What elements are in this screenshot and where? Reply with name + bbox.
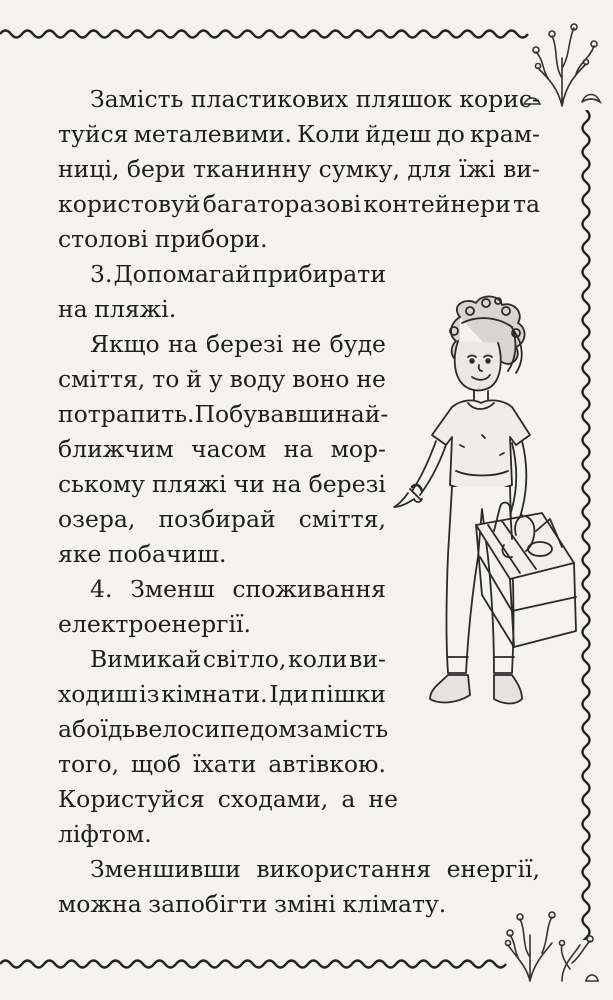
text-word: світло,: [202, 645, 287, 673]
text-word: побачиш.: [108, 540, 227, 568]
text-word: позбирай: [158, 505, 276, 533]
text-word: електроенергії.: [58, 610, 251, 638]
text-word: а: [341, 785, 356, 813]
text-line: [58, 220, 274, 258]
text-line: [90, 325, 386, 363]
text-word: озера,: [58, 505, 136, 533]
text-word: для: [407, 155, 452, 183]
text-line: [90, 255, 386, 293]
text-word: на: [168, 330, 198, 358]
text-word: Вимикай: [90, 645, 202, 673]
text-word: столові: [58, 225, 149, 253]
text-word: їдь: [100, 715, 136, 743]
text-word: потрапить.: [58, 400, 195, 428]
text-line: [58, 885, 453, 923]
text-word: то: [152, 365, 180, 393]
text-line: [58, 745, 386, 783]
coral-icon: [500, 905, 600, 985]
text-word: можна: [58, 890, 142, 918]
text-word: Коли: [297, 120, 361, 148]
text-word: пляжі.: [94, 295, 177, 323]
text-word: тканинну: [193, 155, 312, 183]
text-word: прибирати: [252, 260, 386, 288]
text-word: та: [512, 190, 540, 218]
text-word: замість: [296, 715, 389, 743]
text-word: пластикових: [190, 85, 349, 113]
text-word: прибори.: [154, 225, 268, 253]
text-word: Користуйся: [58, 785, 205, 813]
text-word: крам-: [469, 120, 540, 148]
text-word: ліфтом.: [58, 820, 152, 848]
text-word: й: [186, 365, 202, 393]
text-word: запобігти: [148, 890, 268, 918]
text-word: Замість: [90, 85, 184, 113]
text-word: корис-: [459, 85, 540, 113]
text-word: зміні: [274, 890, 336, 918]
text-word: користовуй: [58, 190, 201, 218]
text-word: на: [271, 470, 302, 498]
text-word: мор-: [330, 435, 386, 463]
text-line: [58, 395, 389, 433]
text-line: [90, 570, 386, 608]
text-word: енергії,: [446, 855, 540, 883]
text-line: [58, 430, 386, 468]
text-word: того,: [58, 750, 120, 778]
text-line: [58, 185, 540, 223]
text-line: [58, 465, 386, 503]
text-word: не: [291, 330, 322, 358]
text-word: у: [208, 365, 223, 393]
text-word: споживання: [232, 575, 386, 603]
text-word: не: [356, 365, 386, 393]
text-line: [58, 150, 540, 188]
text-word: 3.: [90, 260, 113, 288]
text-word: не: [368, 785, 398, 813]
text-word: велосипедом: [135, 715, 297, 743]
text-word: сміття,: [58, 365, 146, 393]
text-line: [58, 500, 386, 538]
text-word: або: [58, 715, 101, 743]
text-word: ходиш: [58, 680, 138, 708]
text-word: щоб: [130, 750, 182, 778]
text-word: Зменш: [130, 575, 215, 603]
text-word: сумку,: [318, 155, 400, 183]
text-line: [58, 115, 540, 153]
text-word: Зменшивши: [90, 855, 241, 883]
text-word: Якщо: [90, 330, 160, 358]
text-line: [58, 535, 233, 573]
text-word: їжі: [459, 155, 496, 183]
text-word: часом: [191, 435, 267, 463]
text-word: йдеш: [365, 120, 432, 148]
text-word: контейнери: [363, 190, 511, 218]
text-word: березі: [308, 470, 386, 498]
text-line: [58, 675, 386, 713]
text-line: [90, 640, 386, 678]
text-word: воно: [292, 365, 350, 393]
text-line: [58, 710, 389, 748]
text-word: металевими.: [133, 120, 292, 148]
text-word: ниці,: [58, 155, 120, 183]
text-word: автівкою.: [268, 750, 386, 778]
text-word: Побувавши: [194, 400, 336, 428]
text-word: бери: [126, 155, 186, 183]
text-word: сходами,: [217, 785, 329, 813]
text-word: ви-: [349, 645, 386, 673]
text-word: ському: [58, 470, 145, 498]
girl-carrying-crate-illustration: [390, 295, 585, 720]
text-word: коли: [288, 645, 348, 673]
text-word: березі: [206, 330, 284, 358]
text-word: використання: [256, 855, 432, 883]
text-word: Іди: [269, 680, 309, 708]
text-line: [58, 360, 386, 398]
text-word: ви-: [503, 155, 540, 183]
text-word: пішки: [310, 680, 386, 708]
text-word: 4.: [90, 575, 113, 603]
text-line: [58, 605, 258, 643]
text-word: до: [436, 120, 465, 148]
text-word: клімату.: [342, 890, 447, 918]
text-line: [90, 850, 540, 888]
text-word: їхати: [192, 750, 257, 778]
text-word: Допомагай: [113, 260, 251, 288]
text-word: пляшок: [355, 85, 452, 113]
text-word: сміття,: [298, 505, 386, 533]
text-word: пляжі: [151, 470, 227, 498]
text-line: [58, 780, 398, 818]
text-word: на: [283, 435, 314, 463]
text-word: буде: [329, 330, 386, 358]
text-word: на: [58, 295, 88, 323]
text-line: [58, 815, 158, 853]
text-word: воду: [229, 365, 286, 393]
text-word: туйся: [58, 120, 129, 148]
text-word: най-: [335, 400, 389, 428]
text-word: ближчим: [58, 435, 174, 463]
text-word: багаторазові: [202, 190, 362, 218]
text-word: кімнати.: [161, 680, 268, 708]
text-line: [90, 80, 540, 118]
text-word: яке: [58, 540, 102, 568]
text-word: чи: [233, 470, 265, 498]
text-line: [58, 290, 183, 328]
text-word: із: [139, 680, 160, 708]
